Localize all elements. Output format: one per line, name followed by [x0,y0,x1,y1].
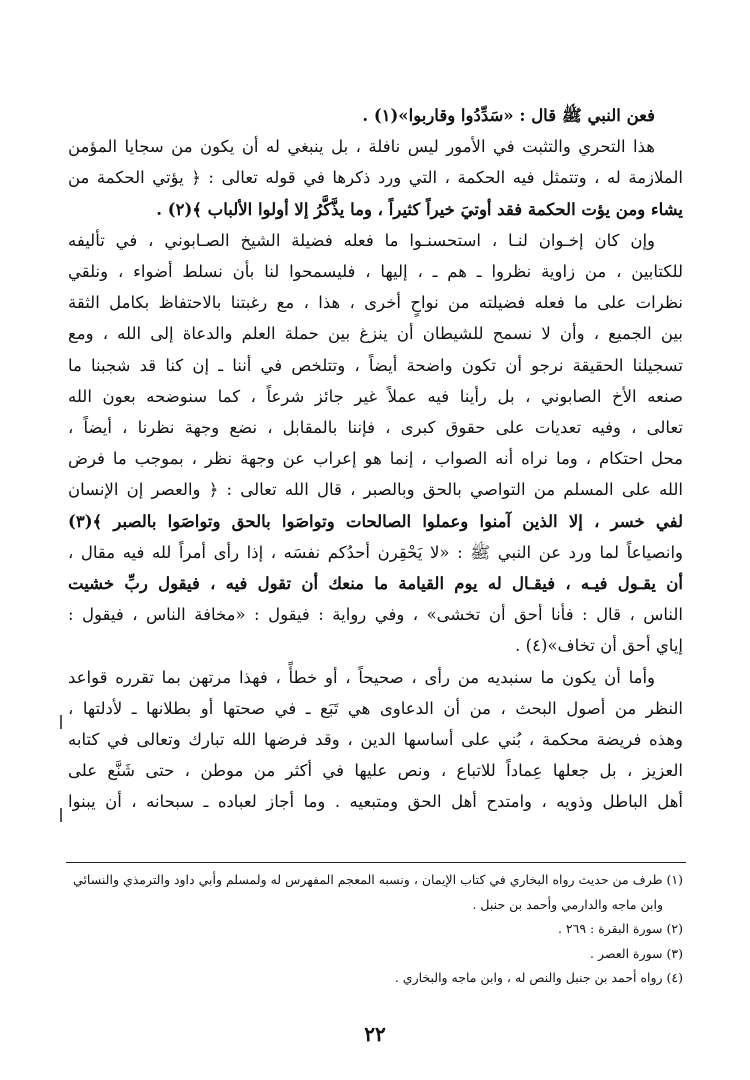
text-line: لفي خسر ، إلا الذين آمنوا وعملوا الصالحات وتواصَوا بالحق وتواصَوا بالصبر ﴾(٣) [68,511,683,531]
text-line: وأما أن يكون ما سنبديه من رأى ، صحيحاً ، أو خطأً ، فهذا مرتهن بما تقرره قواعد [68,667,655,687]
footnote-1: (١) طرف من حديث رواه البخاري في كتاب الإيمان ، ونسبه المعجم المفهرس له ولمسلم وأبي داود والترمذي والنسائي [73,872,683,887]
text-line: هذا التحري والتثبت في الأمور ليس نافلة ، بل ينبغي له أن يكون من سجايا المؤمن [68,137,655,157]
footnote-4: (٤) رواه أحمد بن جنبل والنص له ، وابن ماجه والبخاري . [394,970,683,985]
text-line: يشاء ومن يؤت الحكمة فقد أوتيَ خيراً كثيراً ، وما يذَّكَّرُ إلا أولوا الألباب ﴾(٢) . [156,199,683,219]
text-line: فعن النبي ﷺ قال : «سَدِّدُوا وقاربوا»(١) . [362,106,655,125]
margin-mark [60,715,62,729]
footnote-2: (٢) سورة البقرة : ٢٦٩ . [557,921,683,936]
text-line: الملازمة له ، وتتمثل فيه الحكمة ، التي ورد ذكرها في قوله تعالى : ﴿ يؤتي الحكمة من [68,168,683,188]
text-line: تسجيلنا الحقيقة نرجو أن تكون واضحة أيضاً ، وتتلخص في أننا ـ إن كنا قد شجبنا ما [68,355,683,375]
text-line: أهل الباطل وذويه ، وامتدح أهل الحق ومتبعيه . وما أجاز لعباده ـ سبحانه ، أن يبنوا [68,792,683,812]
footnote-3: (٣) سورة العصر . [590,945,683,961]
text-line: بين الجميع ، وأن لا نسمح للشيطان أن ينزغ بين حملة العلم والدعاة إلى الله ، ومع [68,324,683,344]
text-line: أن يقـول فيـه ، فيقـال له يوم القيامة ما منعك أن تقول فيه ، فيقول ربِّ خشيت [68,574,683,594]
footnotes [68,868,683,991]
margin-mark [60,808,62,822]
text-line: إياي أحق أن تخاف»(٤) . [515,636,683,656]
text-line: وهذه فريضة محكمة ، بُني على أساسها الدين ، وقد فرضها الله تبارك وتعالى في كتابه [68,730,683,750]
text-line: الله على المسلم من التواصي بالحق وبالصبر ، قال الله تعالى : ﴿ والعصر إن الإنسان [68,480,683,500]
text-line: محل احتكام ، وما نراه أنه الصواب ، إنما هو إعراب عن وجهة نظر ، بموجب ما فرض [68,449,683,469]
main-text [68,100,683,818]
text-line: وإن كان إخـوان لنـا ، استحسنـوا ما فعله فضيلة الشيخ الصـابوني ، في تأليفه [68,230,655,250]
text-line: النظر من أصول البحث ، من أن الدعاوى هي تَبَع ـ في صحتها أو بطلانها ـ لأدلتها ، [68,698,683,718]
text-line: وانصياعاً لما ورد عن النبي ﷺ : «لا يَحْقِرن أحدُكم نفسَه ، إذا رأى أمراً لله فيه مقال ، [68,542,683,562]
text-line: الناس ، قال : فأنا أحق أن تخشى» ، وفي رواية : فيقول : «مخافة الناس ، فيقول : [68,605,683,625]
text-line: للكتابين ، من زاوية نظروا ـ هم ـ ، إليها ، فليسمحوا لنا بأن نسلط أضواء ، ونلقي [68,262,683,282]
footnote-divider [66,862,686,863]
footnote-1-continued: وابن ماجه والدارمي وأحمد بن حنبل . [472,896,663,912]
page-number: ٢٢ [364,1022,386,1046]
text-line: العزيز ، بل جعلها عِماداً للاتباع ، ونص عليها في أكثر من موطن ، حتى شَنَّع على [68,761,683,781]
text-line: صنعه الأخ الصابوني ، بل رأينا فيه عملاً غير جائز شرعاً ، كما سنوضحه بعون الله [68,386,683,406]
text-line: نظرات على ما فعله فضيلته من نواحٍ أخرى ، هذا ، مع رغبتنا بالاحتفاظ بكامل الثقة [68,293,683,313]
text-line: تعالى ، وفيه تعديات على حقوق كبرى ، فإننا بالمقابل ، نضع وجهة نظرنا ، أيضاً ، [68,418,683,438]
